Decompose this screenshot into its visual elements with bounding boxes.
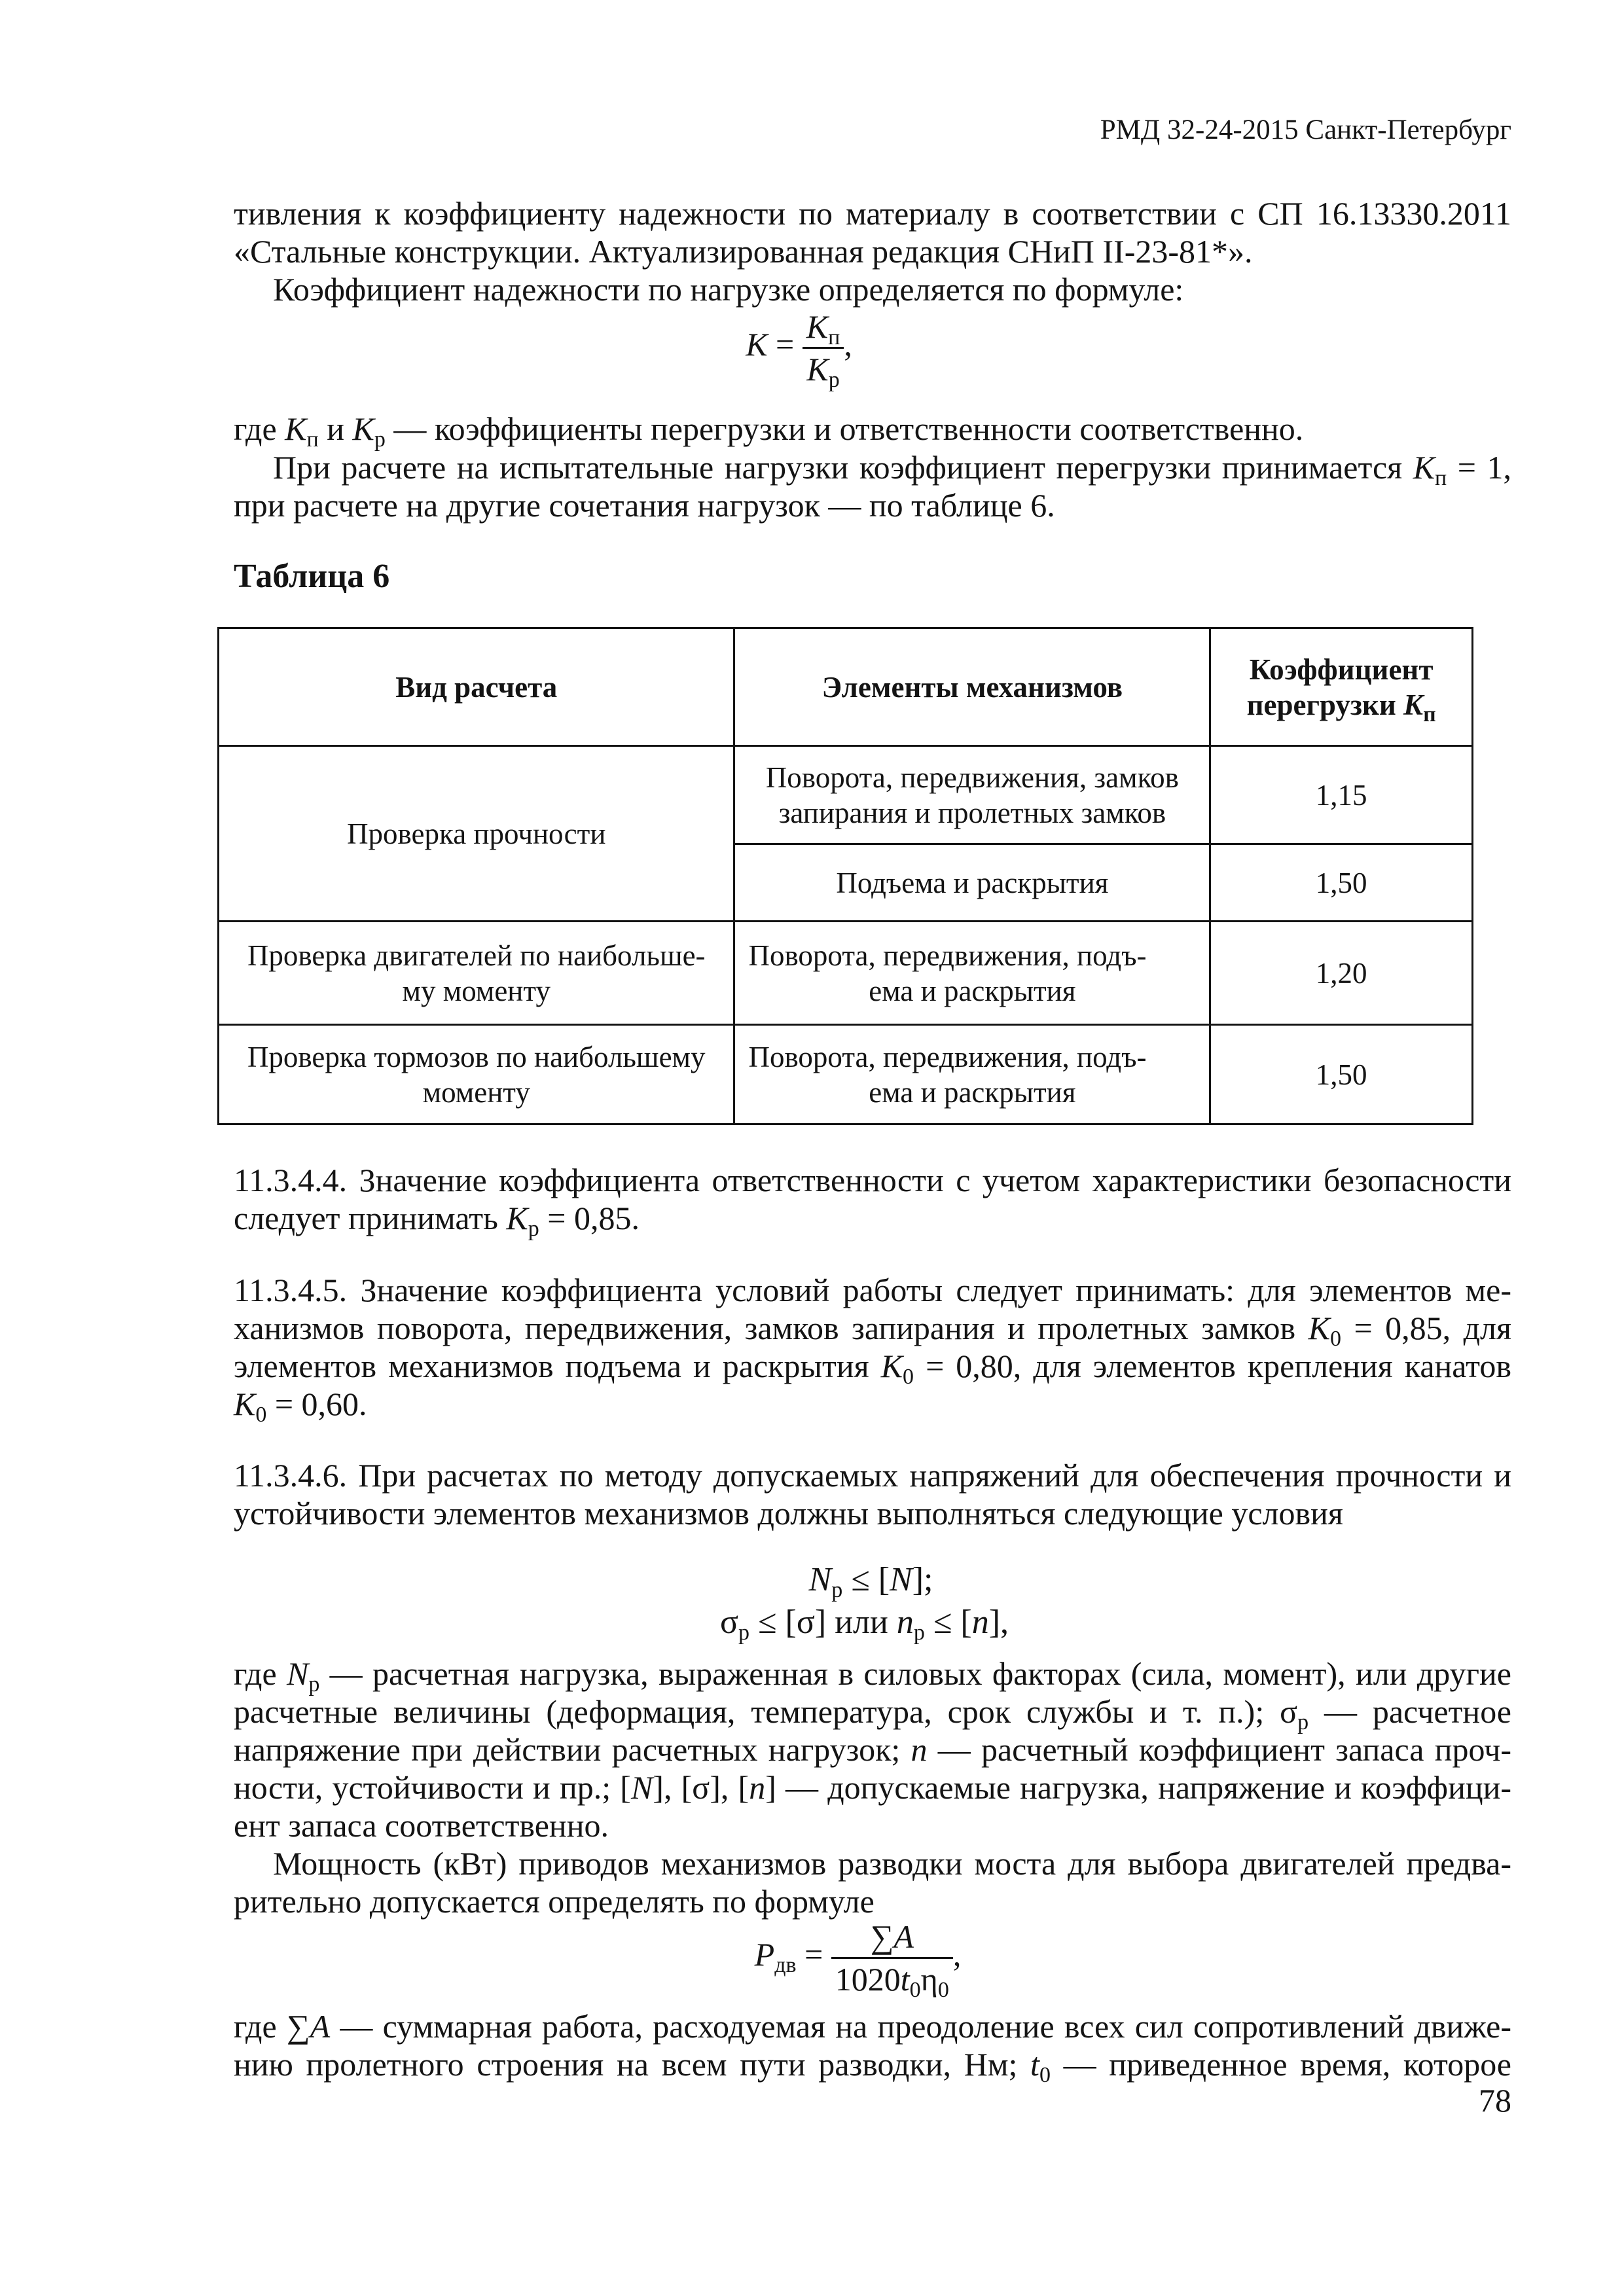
formula-power: $P_{дв}$ = $\frac{\sum A}{1020t_0\eta_0}$ , — [0, 1916, 1624, 2000]
col-header-elements: Элементы механизмов — [734, 628, 1210, 746]
para-11-3-4-4-line-2: следует принимать $K_р = 0,85$. — [234, 1200, 640, 1241]
where-n-line-5: ент запаса соответственно. — [234, 1807, 609, 1844]
cell-type: Проверка прочности — [219, 746, 734, 922]
where-n-line-3: напряжение при действии расчетных нагрузок; n — расчетный коэффициент запаса проч- — [234, 1731, 1511, 1768]
where-p-line-1: где ∑A — суммарная работа, расходуемая на преодоление всех сил сопротивлений движе- — [234, 2008, 1511, 2045]
table-row — [219, 746, 1473, 844]
table-row — [219, 922, 1473, 1025]
col-header-coef: Коэффициент перегрузки $K_п$ — [1210, 628, 1473, 746]
para-11-3-4-5-line-2: ханизмов поворота, передвижения, замков запирания и пролетных замков $K_0 = 0,85$, для — [234, 1310, 1511, 1351]
power-line-2: рительно допускается определять по формуле — [234, 1883, 875, 1920]
overload-table — [217, 627, 1473, 1125]
test-load-line-2: при расчете на другие сочетания нагрузок — по таблице 6. — [234, 487, 1055, 524]
intro-line-1: тивления к коэффициенту надежности по материалу в соответствии с СП 16.13330.2011 — [234, 195, 1511, 232]
cell-elements: Поворота, передвижения, замков запирания и пролетных замков — [734, 746, 1210, 844]
page-number: 78 — [1479, 2082, 1511, 2119]
intro-line-2: «Стальные конструкции. Актуализированная редакция СНиП II-23-81*». — [234, 233, 1253, 270]
cell-elements: Подъема и раскрытия — [734, 844, 1210, 922]
power-line-1: Мощность (кВт) приводов механизмов разводки моста для выбора двигателей предва- — [273, 1845, 1511, 1882]
where-n-line-1: где $N_р$ — расчетная нагрузка, выраженная в силовых факторах (сила, момент), или другие — [234, 1655, 1511, 1696]
table-row — [219, 1025, 1473, 1124]
para-11-3-4-5-line-3: элементов механизмов подъема и раскрытия $K_0 = 0,80$, для элементов крепления канатов — [234, 1348, 1511, 1389]
cell-coef: 1,20 — [1210, 922, 1473, 1025]
table-header-row — [219, 628, 1473, 746]
condition-line-2: $\sigma_р \le [\sigma]$ или $n_р \le [n]$, — [719, 1604, 1009, 1645]
page-header: РМД 32-24-2015 Санкт-Петербург — [1100, 115, 1511, 145]
para-11-3-4-4-line-1: 11.3.4.4. Значение коэффициента ответственности с учетом характеристики безопасности — [234, 1162, 1511, 1198]
para-11-3-4-5-line-1: 11.3.4.5. Значение коэффициента условий работы следует принимать: для элементов ме- — [234, 1272, 1511, 1308]
where-n-line-2: расчетные величины (деформация, температура, срок службы и т. п.); $\sigma_р$ — расчетное — [234, 1693, 1511, 1734]
formula-k: K = $\frac{K_п}{K_р}$ , — [0, 306, 1624, 389]
cell-coef: 1,50 — [1210, 1025, 1473, 1124]
cell-coef: 1,15 — [1210, 746, 1473, 844]
cell-type: Проверка двигателей по наибольше- му моменту — [219, 922, 734, 1025]
para-11-3-4-6-line-1: 11.3.4.6. При расчетах по методу допускаемых напряжений для обеспечения прочности и — [234, 1457, 1511, 1494]
para-11-3-4-6-line-2: устойчивости элементов механизмов должны выполняться следующие условия — [234, 1495, 1343, 1532]
cell-coef: 1,50 — [1210, 844, 1473, 922]
intro-line-3: Коэффициент надежности по нагрузке определяется по формуле: — [273, 271, 1184, 308]
col-header-type: Вид расчета — [219, 628, 734, 746]
condition-line-1: $N_р \le [N]$; — [808, 1561, 933, 1602]
para-11-3-4-5-line-4: $K_0 = 0,60$. — [234, 1386, 367, 1427]
table-title: Таблица 6 — [234, 558, 390, 595]
cell-elements: Поворота, передвижения, подъ- ема и раскрытия — [734, 1025, 1210, 1124]
where-k: где $K_п$ и $K_р$ — коэффициенты перегрузки и ответственности соответственно. — [234, 410, 1304, 452]
where-n-line-4: ности, устойчивости и пр.; [N], [σ], [n] — допускаемые нагрузка, напряжение и коэффици- — [234, 1769, 1511, 1806]
test-load-line-1: При расчете на испытательные нагрузки коэффициент перегрузки принимается $K_п = 1$, — [273, 449, 1512, 490]
cell-elements: Поворота, передвижения, подъ- ема и раскрытия — [734, 922, 1210, 1025]
where-p-line-2: нию пролетного строения на всем пути разводки, Нм; $t_0$ — приведенное время, которое — [234, 2046, 1512, 2087]
cell-type: Проверка тормозов по наибольшему моменту — [219, 1025, 734, 1124]
